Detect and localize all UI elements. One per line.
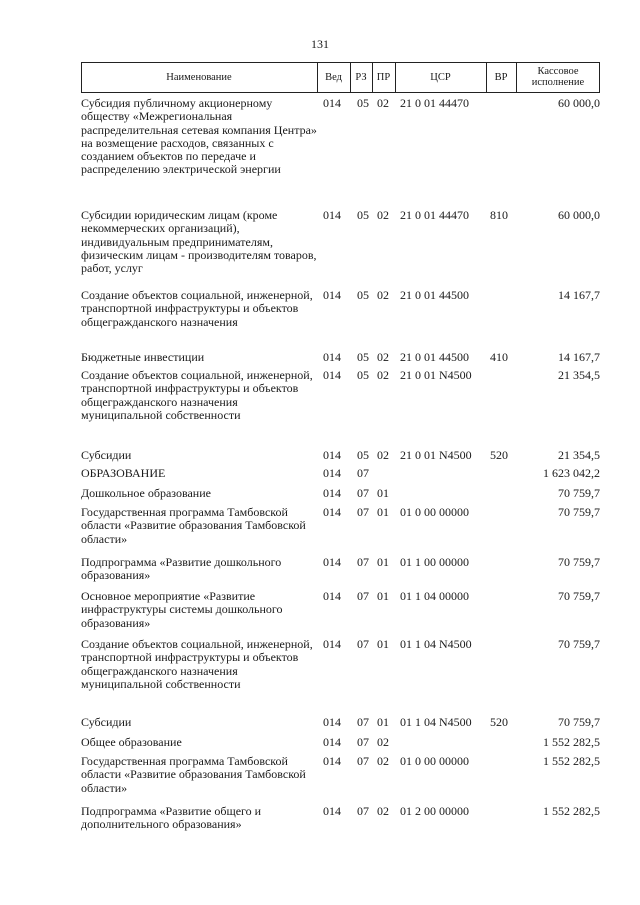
cell-rz: 07: [357, 754, 369, 768]
cell-ved: 014: [323, 208, 341, 222]
cell-name: Субсидии: [81, 448, 132, 462]
cell-pr: 02: [377, 288, 389, 302]
header-vr: ВР: [494, 71, 508, 83]
cell-name: ОБРАЗОВАНИЕ: [81, 466, 166, 480]
cell-amount: 70 759,7: [558, 505, 600, 519]
cell-rz: 05: [357, 368, 369, 382]
cell-ved: 014: [323, 466, 341, 480]
table-header-bottom-border: [81, 92, 600, 93]
cell-csr: 01 0 00 00000: [400, 505, 469, 519]
cell-csr: 01 0 00 00000: [400, 754, 469, 768]
cell-ved: 014: [323, 589, 341, 603]
cell-name: Субсидии юридическим лицам (кроме некоммерческих организаций), индивидуальным предпринимателям, физическим лицам - производителям товаров, работ, услуг: [81, 208, 317, 276]
cell-amount: 70 759,7: [558, 637, 600, 651]
cell-pr: 01: [377, 486, 389, 500]
cell-name: Государственная программа Тамбовской области «Развитие образования Тамбовской области»: [81, 505, 306, 546]
cell-rz: 07: [357, 466, 369, 480]
cell-ved: 014: [323, 350, 341, 364]
cell-name: Подпрограмма «Развитие общего и дополнительного образования»: [81, 804, 262, 832]
cell-rz: 05: [357, 448, 369, 462]
cell-amount: 60 000,0: [558, 96, 600, 110]
cell-name: Подпрограмма «Развитие дошкольного образования»: [81, 555, 282, 583]
cell-ved: 014: [323, 804, 341, 818]
cell-ved: 014: [323, 505, 341, 519]
cell-rz: 07: [357, 505, 369, 519]
cell-rz: 07: [357, 589, 369, 603]
cell-amount: 21 354,5: [558, 448, 600, 462]
cell-csr: 21 0 01 N4500: [400, 448, 472, 462]
header-rz: РЗ: [355, 71, 367, 83]
cell-ved: 014: [323, 715, 341, 729]
cell-ved: 014: [323, 735, 341, 749]
cell-rz: 05: [357, 208, 369, 222]
cell-amount: 70 759,7: [558, 589, 600, 603]
header-pr: ПР: [376, 71, 391, 83]
cell-pr: 02: [377, 208, 389, 222]
cell-csr: 21 0 01 44500: [400, 288, 469, 302]
cell-pr: 01: [377, 505, 389, 519]
cell-ved: 014: [323, 368, 341, 382]
cell-vr: 810: [490, 208, 508, 222]
cell-rz: 05: [357, 350, 369, 364]
cell-pr: 01: [377, 555, 389, 569]
cell-name: Основное мероприятие «Развитие инфраструктуры системы дошкольного образования»: [81, 589, 283, 630]
cell-ved: 014: [323, 637, 341, 651]
page-number: 131: [311, 37, 329, 51]
cell-pr: 02: [377, 754, 389, 768]
cell-pr: 02: [377, 804, 389, 818]
cell-rz: 05: [357, 288, 369, 302]
cell-name: Дошкольное образование: [81, 486, 211, 500]
cell-ved: 014: [323, 96, 341, 110]
cell-rz: 07: [357, 715, 369, 729]
cell-amount: 1 552 282,5: [543, 804, 600, 818]
cell-amount: 14 167,7: [558, 288, 600, 302]
cell-amount: 21 354,5: [558, 368, 600, 382]
cell-pr: 02: [377, 368, 389, 382]
cell-name: Создание объектов социальной, инженерной, транспортной инфраструктуры и объектов общегражданского назначения: [81, 288, 313, 329]
cell-csr: 21 0 01 44470: [400, 208, 469, 222]
cell-name: Общее образование: [81, 735, 182, 749]
cell-pr: 01: [377, 715, 389, 729]
cell-name: Государственная программа Тамбовской области «Развитие образования Тамбовской области»: [81, 754, 306, 795]
cell-rz: 07: [357, 486, 369, 500]
cell-rz: 05: [357, 96, 369, 110]
cell-pr: 02: [377, 448, 389, 462]
cell-csr: 01 2 00 00000: [400, 804, 469, 818]
cell-csr: 01 1 04 N4500: [400, 715, 472, 729]
cell-name: Создание объектов социальной, инженерной, транспортной инфраструктуры и объектов общегражданского назначения муниципальной собственности: [81, 637, 313, 691]
cell-csr: 21 0 01 44500: [400, 350, 469, 364]
cell-csr: 21 0 01 N4500: [400, 368, 472, 382]
cell-amount: 14 167,7: [558, 350, 600, 364]
cell-amount: 1 552 282,5: [543, 754, 600, 768]
cell-rz: 07: [357, 637, 369, 651]
header-csr: ЦСР: [430, 71, 451, 83]
cell-csr: 01 1 00 00000: [400, 555, 469, 569]
cell-name: Субсидия публичному акционерному обществу «Межрегиональная распределительная сетевая компания Центра» на возмещение расходов, связанных с созданием объектов по передаче и распределению электрической энергии: [81, 96, 317, 177]
cell-amount: 70 759,7: [558, 715, 600, 729]
header-name: Наименование: [166, 71, 232, 83]
cell-amount: 1 552 282,5: [543, 735, 600, 749]
cell-csr: 01 1 04 00000: [400, 589, 469, 603]
cell-rz: 07: [357, 735, 369, 749]
cell-vr: 410: [490, 350, 508, 364]
header-ved: Вед: [325, 71, 342, 83]
cell-vr: 520: [490, 715, 508, 729]
cell-pr: 02: [377, 350, 389, 364]
cell-ved: 014: [323, 486, 341, 500]
cell-pr: 02: [377, 735, 389, 749]
cell-name: Создание объектов социальной, инженерной, транспортной инфраструктуры и объектов общегражданского назначения муниципальной собственности: [81, 368, 313, 422]
cell-amount: 60 000,0: [558, 208, 600, 222]
cell-name: Субсидии: [81, 715, 132, 729]
cell-ved: 014: [323, 288, 341, 302]
cell-csr: 01 1 04 N4500: [400, 637, 472, 651]
cell-pr: 01: [377, 589, 389, 603]
cell-amount: 70 759,7: [558, 486, 600, 500]
cell-rz: 07: [357, 555, 369, 569]
cell-amount: 1 623 042,2: [543, 466, 600, 480]
cell-ved: 014: [323, 448, 341, 462]
cell-ved: 014: [323, 555, 341, 569]
cell-amount: 70 759,7: [558, 555, 600, 569]
cell-csr: 21 0 01 44470: [400, 96, 469, 110]
cell-pr: 02: [377, 96, 389, 110]
cell-vr: 520: [490, 448, 508, 462]
table-header: [81, 62, 600, 92]
header-amount: Кассовое исполнение: [531, 66, 585, 88]
cell-pr: 01: [377, 637, 389, 651]
cell-name: Бюджетные инвестиции: [81, 350, 205, 364]
cell-rz: 07: [357, 804, 369, 818]
cell-ved: 014: [323, 754, 341, 768]
